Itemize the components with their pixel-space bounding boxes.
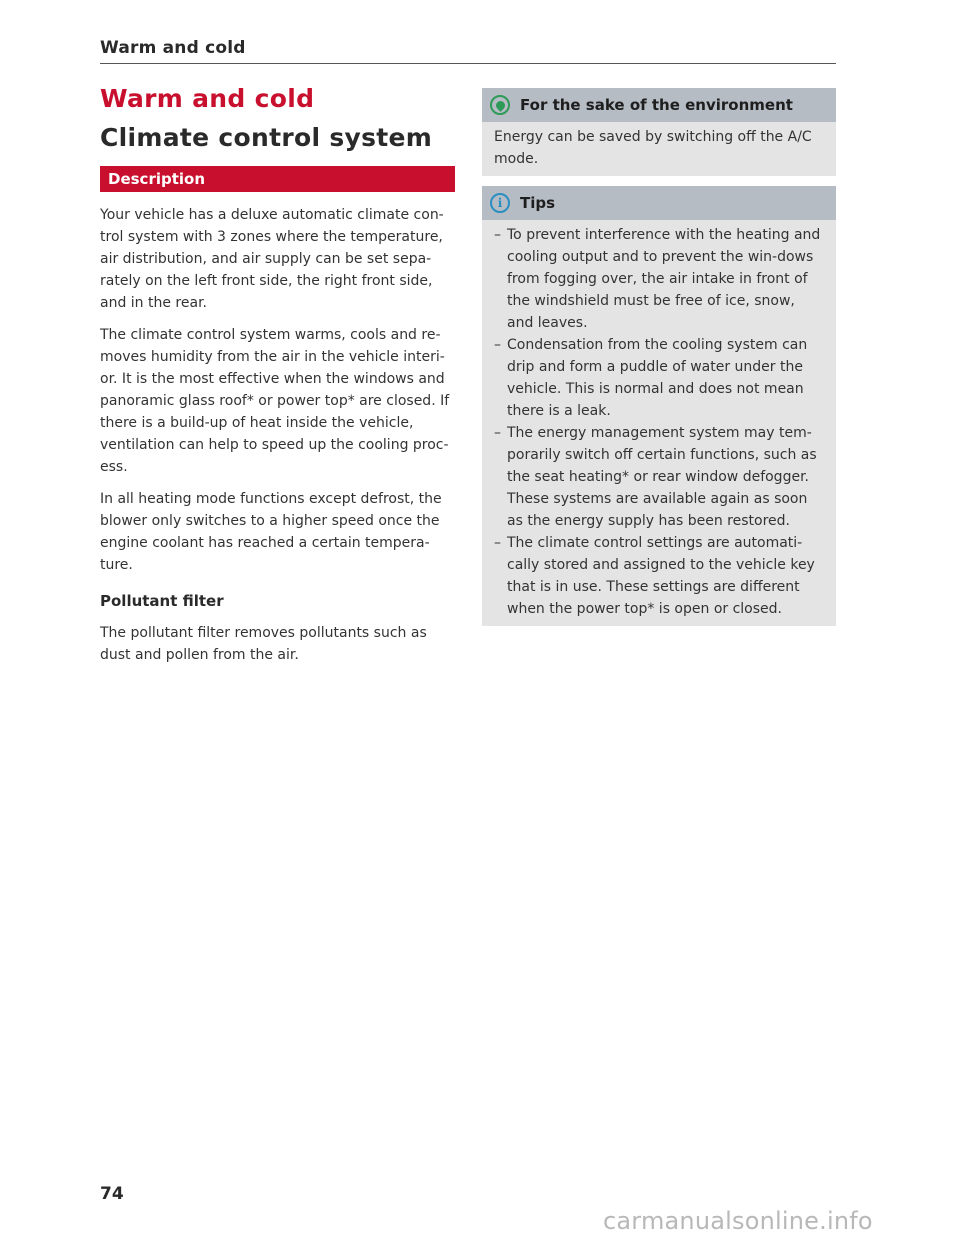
paragraph-filter: The pollutant filter removes pollutants such as dust and pollen from the air. [100,625,427,663]
environment-box-title: For the sake of the environment [520,96,793,114]
tips-list [494,224,824,620]
list-item: – The climate control settings are automati-cally stored and assigned to the vehicle key that is in use. These settings are different when the power top* is open or closed. [494,532,824,620]
pollutant-filter-heading: Pollutant filter [100,592,224,610]
info-icon: i [490,193,510,213]
tips-box [482,186,836,626]
list-item: – Condensation from the cooling system can drip and form a puddle of water under the vehicle. This is normal and does not mean there is a leak. [494,334,824,422]
description-heading: Description [100,166,455,192]
paragraph-function: The climate control system warms, cools and re-moves humidity from the air in the vehicle interi-or. It is the most effective when the windows and panoramic glass roof* or power top* are closed. If there is a build-up of heat inside the vehicle, ventilation can help to speed up the cooling proc-ess. [100,327,450,475]
list-item: – The energy management system may tem-porarily switch off certain functions, such as the seat heating* or rear window defogger. These systems are available again as soon as the energy supply has been restored. [494,422,824,532]
list-item: – To prevent interference with the heating and cooling output and to prevent the win-dows from fogging over, the air intake in front of the windshield must be free of ice, snow, and leaves. [494,224,824,334]
environment-text: Energy can be saved by switching off the A/C mode. [494,129,812,167]
paragraph-zones: Your vehicle has a deluxe automatic climate con-trol system with 3 zones where the temperature, air distribution, and air supply can be set sepa-rately on the left front side, the right front side, and in the rear. [100,207,444,311]
tips-box-header [482,186,836,220]
chapter-title: Warm and cold [100,84,315,113]
environment-box-header [482,88,836,122]
running-head: Warm and cold [100,38,246,58]
right-column [482,88,836,626]
tips-box-body [482,220,836,626]
environment-box-body [482,122,836,176]
page-number: 74 [100,1184,124,1204]
watermark: carmanualsonline.info [603,1207,873,1235]
leaf-icon [490,95,510,115]
section-title: Climate control system [100,123,433,152]
left-column [100,80,455,666]
environment-box [482,88,836,176]
tips-box-title: Tips [520,194,556,212]
header-rule [100,63,836,64]
paragraph-heating: In all heating mode functions except defrost, the blower only switches to a higher speed once the engine coolant has reached a certain tempera-ture. [100,491,442,573]
